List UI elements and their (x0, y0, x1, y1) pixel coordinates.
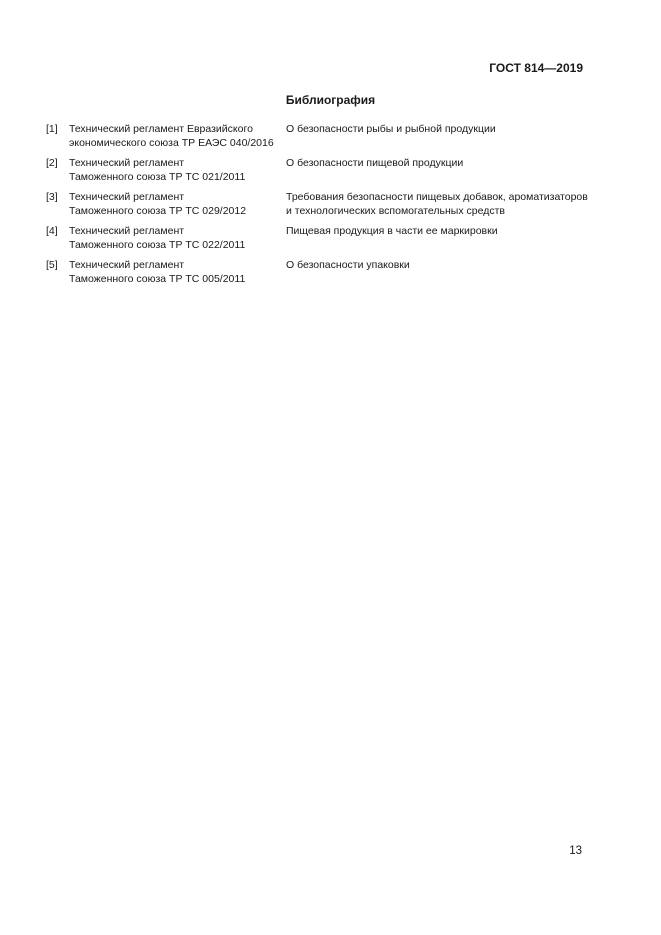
ref-source (69, 259, 279, 286)
ref-source-line: Таможенного союза ТР ТС 005/2011 (69, 272, 246, 285)
ref-source-line: Технический регламент (69, 191, 185, 203)
page-number: 13 (569, 845, 582, 857)
ref-source-line: Таможенного союза ТР ТС 029/2012 (69, 204, 247, 217)
bibliography-item (46, 259, 586, 286)
bibliography-item (46, 225, 586, 252)
ref-description: О безопасности упаковки (286, 259, 410, 271)
ref-number: [2] (46, 157, 58, 169)
ref-description: О безопасности рыбы и рыбной продукции (286, 123, 496, 135)
bibliography-item (46, 157, 586, 184)
section-title: Библиография (285, 93, 376, 107)
ref-source (69, 225, 279, 252)
ref-source (69, 123, 279, 150)
ref-number: [3] (46, 191, 58, 203)
ref-source-line: экономического союза ТР ЕАЭС 040/2016 (69, 136, 274, 149)
ref-number: [1] (46, 123, 58, 135)
ref-description: Пищевая продукция в части ее маркировки (286, 225, 498, 237)
ref-source-line: Технический регламент (69, 259, 185, 271)
ref-source (69, 157, 279, 184)
bibliography-item (46, 123, 586, 150)
ref-description: О безопасности пищевой продукции (286, 157, 464, 169)
ref-source-line: Технический регламент Евразийского (69, 123, 253, 135)
ref-source (69, 191, 279, 218)
ref-source-line: Таможенного союза ТР ТС 021/2011 (69, 170, 246, 183)
document-code: ГОСТ 814—2019 (489, 61, 583, 75)
bibliography-item (46, 191, 586, 218)
ref-description: Требования безопасности пищевых добавок, ароматизаторов и технологических вспомогательных средств (286, 191, 588, 217)
bibliography-list (46, 123, 586, 293)
ref-number: [4] (46, 225, 58, 237)
ref-source-line: Таможенного союза ТР ТС 022/2011 (69, 238, 246, 251)
ref-source-line: Технический регламент (69, 157, 185, 169)
ref-source-line: Технический регламент (69, 225, 185, 237)
ref-number: [5] (46, 259, 58, 271)
